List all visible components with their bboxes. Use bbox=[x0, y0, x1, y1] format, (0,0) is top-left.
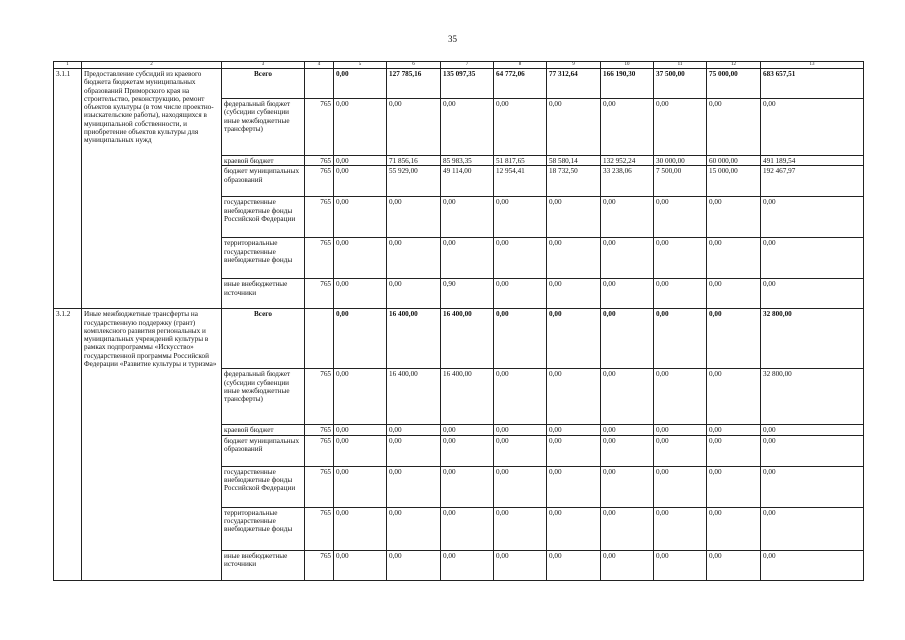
year-value: 0,00 bbox=[441, 466, 494, 507]
budget-code: 765 bbox=[305, 550, 334, 580]
year-value: 0,00 bbox=[707, 507, 761, 550]
year-value: 0,00 bbox=[547, 466, 601, 507]
year-value: 0,00 bbox=[441, 507, 494, 550]
year-value: 0,00 bbox=[707, 425, 761, 435]
total-value: 491 189,54 bbox=[761, 156, 864, 166]
year-value: 12 954,41 bbox=[494, 166, 547, 197]
year-value: 0,00 bbox=[334, 197, 387, 238]
year-value: 0,00 bbox=[334, 279, 387, 309]
column-number: 2 bbox=[82, 62, 222, 69]
year-value: 0,00 bbox=[494, 197, 547, 238]
total-value: 0,00 bbox=[761, 99, 864, 156]
year-value: 0,00 bbox=[654, 369, 707, 425]
year-value: 0,00 bbox=[387, 507, 441, 550]
year-value: 49 114,00 bbox=[441, 166, 494, 197]
year-value: 0,00 bbox=[494, 238, 547, 279]
total-value: 192 467,97 bbox=[761, 166, 864, 197]
year-value: 0,00 bbox=[601, 238, 654, 279]
year-value: 0,00 bbox=[441, 238, 494, 279]
year-value: 0,00 bbox=[547, 309, 601, 369]
year-value: 0,00 bbox=[601, 550, 654, 580]
year-value: 0,00 bbox=[654, 309, 707, 369]
year-value: 0,00 bbox=[334, 99, 387, 156]
year-value: 71 856,16 bbox=[387, 156, 441, 166]
total-value: 0,00 bbox=[761, 435, 864, 466]
funding-source: краевой бюджет bbox=[222, 425, 305, 435]
year-value: 0,00 bbox=[494, 466, 547, 507]
year-value: 0,00 bbox=[387, 197, 441, 238]
year-value: 0,00 bbox=[707, 99, 761, 156]
budget-code: 765 bbox=[305, 369, 334, 425]
year-value: 0,00 bbox=[334, 166, 387, 197]
budget-code: 765 bbox=[305, 425, 334, 435]
year-value: 0,00 bbox=[601, 99, 654, 156]
year-value: 0,00 bbox=[654, 550, 707, 580]
total-value: 32 800,00 bbox=[761, 309, 864, 369]
year-value: 0,00 bbox=[334, 69, 387, 99]
year-value: 77 312,64 bbox=[547, 69, 601, 99]
year-value: 0,00 bbox=[334, 435, 387, 466]
year-value: 0,00 bbox=[334, 550, 387, 580]
year-value: 0,00 bbox=[494, 435, 547, 466]
year-value: 0,00 bbox=[547, 369, 601, 425]
funding-source: Всего bbox=[222, 309, 305, 369]
year-value: 0,00 bbox=[707, 369, 761, 425]
year-value: 0,00 bbox=[334, 507, 387, 550]
year-value: 0,00 bbox=[334, 238, 387, 279]
column-number: 6 bbox=[387, 62, 441, 69]
page-number: 35 bbox=[448, 34, 457, 44]
year-value: 0,00 bbox=[547, 435, 601, 466]
budget-code bbox=[305, 69, 334, 99]
budget-table bbox=[53, 61, 864, 581]
year-value: 0,00 bbox=[547, 238, 601, 279]
year-value: 0,00 bbox=[601, 425, 654, 435]
budget-code: 765 bbox=[305, 507, 334, 550]
budget-code: 765 bbox=[305, 435, 334, 466]
budget-code: 765 bbox=[305, 156, 334, 166]
section-name: Предоставление субсидий из краевого бюджета бюджетам муниципальных образований Приморского края на строительство, реконструкцию, ремонт объектов культуры (в том числе проектно-изыскательские работы), находящихся в муниципальной собственности, и приобретение объектов культуры для муниципальных нужд bbox=[82, 69, 222, 309]
year-value: 0,00 bbox=[547, 550, 601, 580]
year-value: 0,00 bbox=[601, 197, 654, 238]
total-value: 0,00 bbox=[761, 507, 864, 550]
year-value: 0,00 bbox=[494, 425, 547, 435]
total-value: 32 800,00 bbox=[761, 369, 864, 425]
funding-source: иные внебюджетные источники bbox=[222, 550, 305, 580]
section-number: 3.1.2 bbox=[54, 309, 82, 580]
year-value: 0,00 bbox=[334, 156, 387, 166]
year-value: 37 500,00 bbox=[654, 69, 707, 99]
year-value: 0,00 bbox=[707, 238, 761, 279]
budget-code: 765 bbox=[305, 466, 334, 507]
column-number: 7 bbox=[441, 62, 494, 69]
budget-code: 765 bbox=[305, 238, 334, 279]
funding-source: федеральный бюджет (субсидии субвенции иные межбюджетные трансферты) bbox=[222, 99, 305, 156]
year-value: 0,00 bbox=[654, 279, 707, 309]
budget-code: 765 bbox=[305, 166, 334, 197]
budget-code: 765 bbox=[305, 197, 334, 238]
year-value: 0,00 bbox=[547, 279, 601, 309]
column-number: 10 bbox=[601, 62, 654, 69]
year-value: 0,00 bbox=[494, 279, 547, 309]
year-value: 166 190,30 bbox=[601, 69, 654, 99]
column-number: 8 bbox=[494, 62, 547, 69]
funding-source: краевой бюджет bbox=[222, 156, 305, 166]
total-row bbox=[54, 69, 864, 99]
year-value: 0,00 bbox=[441, 197, 494, 238]
year-value: 0,00 bbox=[601, 507, 654, 550]
total-value: 0,00 bbox=[761, 425, 864, 435]
total-value: 0,00 bbox=[761, 197, 864, 238]
year-value: 16 400,00 bbox=[387, 369, 441, 425]
total-value: 0,00 bbox=[761, 466, 864, 507]
total-value: 683 657,51 bbox=[761, 69, 864, 99]
column-number: 1 bbox=[54, 62, 82, 69]
year-value: 0,00 bbox=[547, 197, 601, 238]
year-value: 0,00 bbox=[387, 99, 441, 156]
funding-source: бюджет муниципальных образований bbox=[222, 435, 305, 466]
total-value: 0,00 bbox=[761, 550, 864, 580]
year-value: 0,00 bbox=[494, 309, 547, 369]
year-value: 55 929,00 bbox=[387, 166, 441, 197]
funding-source: бюджет муниципальных образований bbox=[222, 166, 305, 197]
year-value: 0,00 bbox=[334, 369, 387, 425]
year-value: 0,00 bbox=[654, 99, 707, 156]
year-value: 0,00 bbox=[654, 507, 707, 550]
year-value: 75 000,00 bbox=[707, 69, 761, 99]
year-value: 0,00 bbox=[601, 309, 654, 369]
year-value: 0,00 bbox=[707, 550, 761, 580]
total-row bbox=[54, 309, 864, 369]
year-value: 0,00 bbox=[387, 466, 441, 507]
year-value: 0,00 bbox=[654, 197, 707, 238]
column-number-row bbox=[54, 62, 864, 69]
column-number: 9 bbox=[547, 62, 601, 69]
column-number: 13 bbox=[761, 62, 864, 69]
year-value: 30 000,00 bbox=[654, 156, 707, 166]
year-value: 0,00 bbox=[547, 99, 601, 156]
year-value: 0,00 bbox=[707, 279, 761, 309]
year-value: 0,90 bbox=[441, 279, 494, 309]
year-value: 0,00 bbox=[494, 507, 547, 550]
column-number: 5 bbox=[334, 62, 387, 69]
year-value: 0,00 bbox=[601, 466, 654, 507]
total-value: 0,00 bbox=[761, 279, 864, 309]
year-value: 16 400,00 bbox=[441, 309, 494, 369]
year-value: 51 817,65 bbox=[494, 156, 547, 166]
year-value: 16 400,00 bbox=[387, 309, 441, 369]
funding-source: Всего bbox=[222, 69, 305, 99]
year-value: 58 580,14 bbox=[547, 156, 601, 166]
year-value: 135 097,35 bbox=[441, 69, 494, 99]
funding-source: территориальные государственные внебюджетные фонды bbox=[222, 238, 305, 279]
budget-code: 765 bbox=[305, 99, 334, 156]
year-value: 0,00 bbox=[601, 279, 654, 309]
year-value: 0,00 bbox=[441, 99, 494, 156]
year-value: 127 785,16 bbox=[387, 69, 441, 99]
year-value: 0,00 bbox=[547, 507, 601, 550]
column-number: 4 bbox=[305, 62, 334, 69]
year-value: 33 238,06 bbox=[601, 166, 654, 197]
year-value: 0,00 bbox=[707, 197, 761, 238]
section-name: Иные межбюджетные трансферты на государственную поддержку (грант) комплексного развития региональных и муниципальных учреждений культуры в рамках подпрограммы «Искусство» государственной программы Российской Федерации «Развитие культуры и туризма» bbox=[82, 309, 222, 580]
year-value: 0,00 bbox=[707, 466, 761, 507]
year-value: 0,00 bbox=[654, 435, 707, 466]
year-value: 0,00 bbox=[387, 425, 441, 435]
year-value: 64 772,06 bbox=[494, 69, 547, 99]
year-value: 0,00 bbox=[387, 279, 441, 309]
year-value: 0,00 bbox=[387, 435, 441, 466]
column-number: 3 bbox=[222, 62, 305, 69]
year-value: 7 500,00 bbox=[654, 166, 707, 197]
funding-source: государственные внебюджетные фонды Российской Федерации bbox=[222, 197, 305, 238]
year-value: 132 952,24 bbox=[601, 156, 654, 166]
year-value: 85 983,35 bbox=[441, 156, 494, 166]
year-value: 0,00 bbox=[441, 550, 494, 580]
total-value: 0,00 bbox=[761, 238, 864, 279]
year-value: 0,00 bbox=[654, 466, 707, 507]
budget-code: 765 bbox=[305, 279, 334, 309]
section-number: 3.1.1 bbox=[54, 69, 82, 309]
year-value: 0,00 bbox=[601, 435, 654, 466]
year-value: 0,00 bbox=[334, 309, 387, 369]
year-value: 0,00 bbox=[334, 466, 387, 507]
column-number: 11 bbox=[654, 62, 707, 69]
year-value: 0,00 bbox=[494, 99, 547, 156]
year-value: 16 400,00 bbox=[441, 369, 494, 425]
year-value: 0,00 bbox=[547, 425, 601, 435]
budget-code bbox=[305, 309, 334, 369]
funding-source: иные внебюджетные источники bbox=[222, 279, 305, 309]
year-value: 0,00 bbox=[387, 238, 441, 279]
column-number: 12 bbox=[707, 62, 761, 69]
funding-source: государственные внебюджетные фонды Российской Федерации bbox=[222, 466, 305, 507]
funding-source: территориальные государственные внебюджетные фонды bbox=[222, 507, 305, 550]
year-value: 0,00 bbox=[334, 425, 387, 435]
year-value: 0,00 bbox=[707, 435, 761, 466]
year-value: 0,00 bbox=[707, 309, 761, 369]
year-value: 0,00 bbox=[654, 238, 707, 279]
year-value: 0,00 bbox=[654, 425, 707, 435]
year-value: 0,00 bbox=[387, 550, 441, 580]
year-value: 18 732,50 bbox=[547, 166, 601, 197]
year-value: 0,00 bbox=[441, 435, 494, 466]
year-value: 0,00 bbox=[494, 550, 547, 580]
year-value: 0,00 bbox=[601, 369, 654, 425]
budget-table-body bbox=[54, 62, 864, 581]
funding-source: федеральный бюджет (субсидии субвенции иные межбюджетные трансферты) bbox=[222, 369, 305, 425]
year-value: 0,00 bbox=[441, 425, 494, 435]
year-value: 15 000,00 bbox=[707, 166, 761, 197]
year-value: 60 000,00 bbox=[707, 156, 761, 166]
year-value: 0,00 bbox=[494, 369, 547, 425]
